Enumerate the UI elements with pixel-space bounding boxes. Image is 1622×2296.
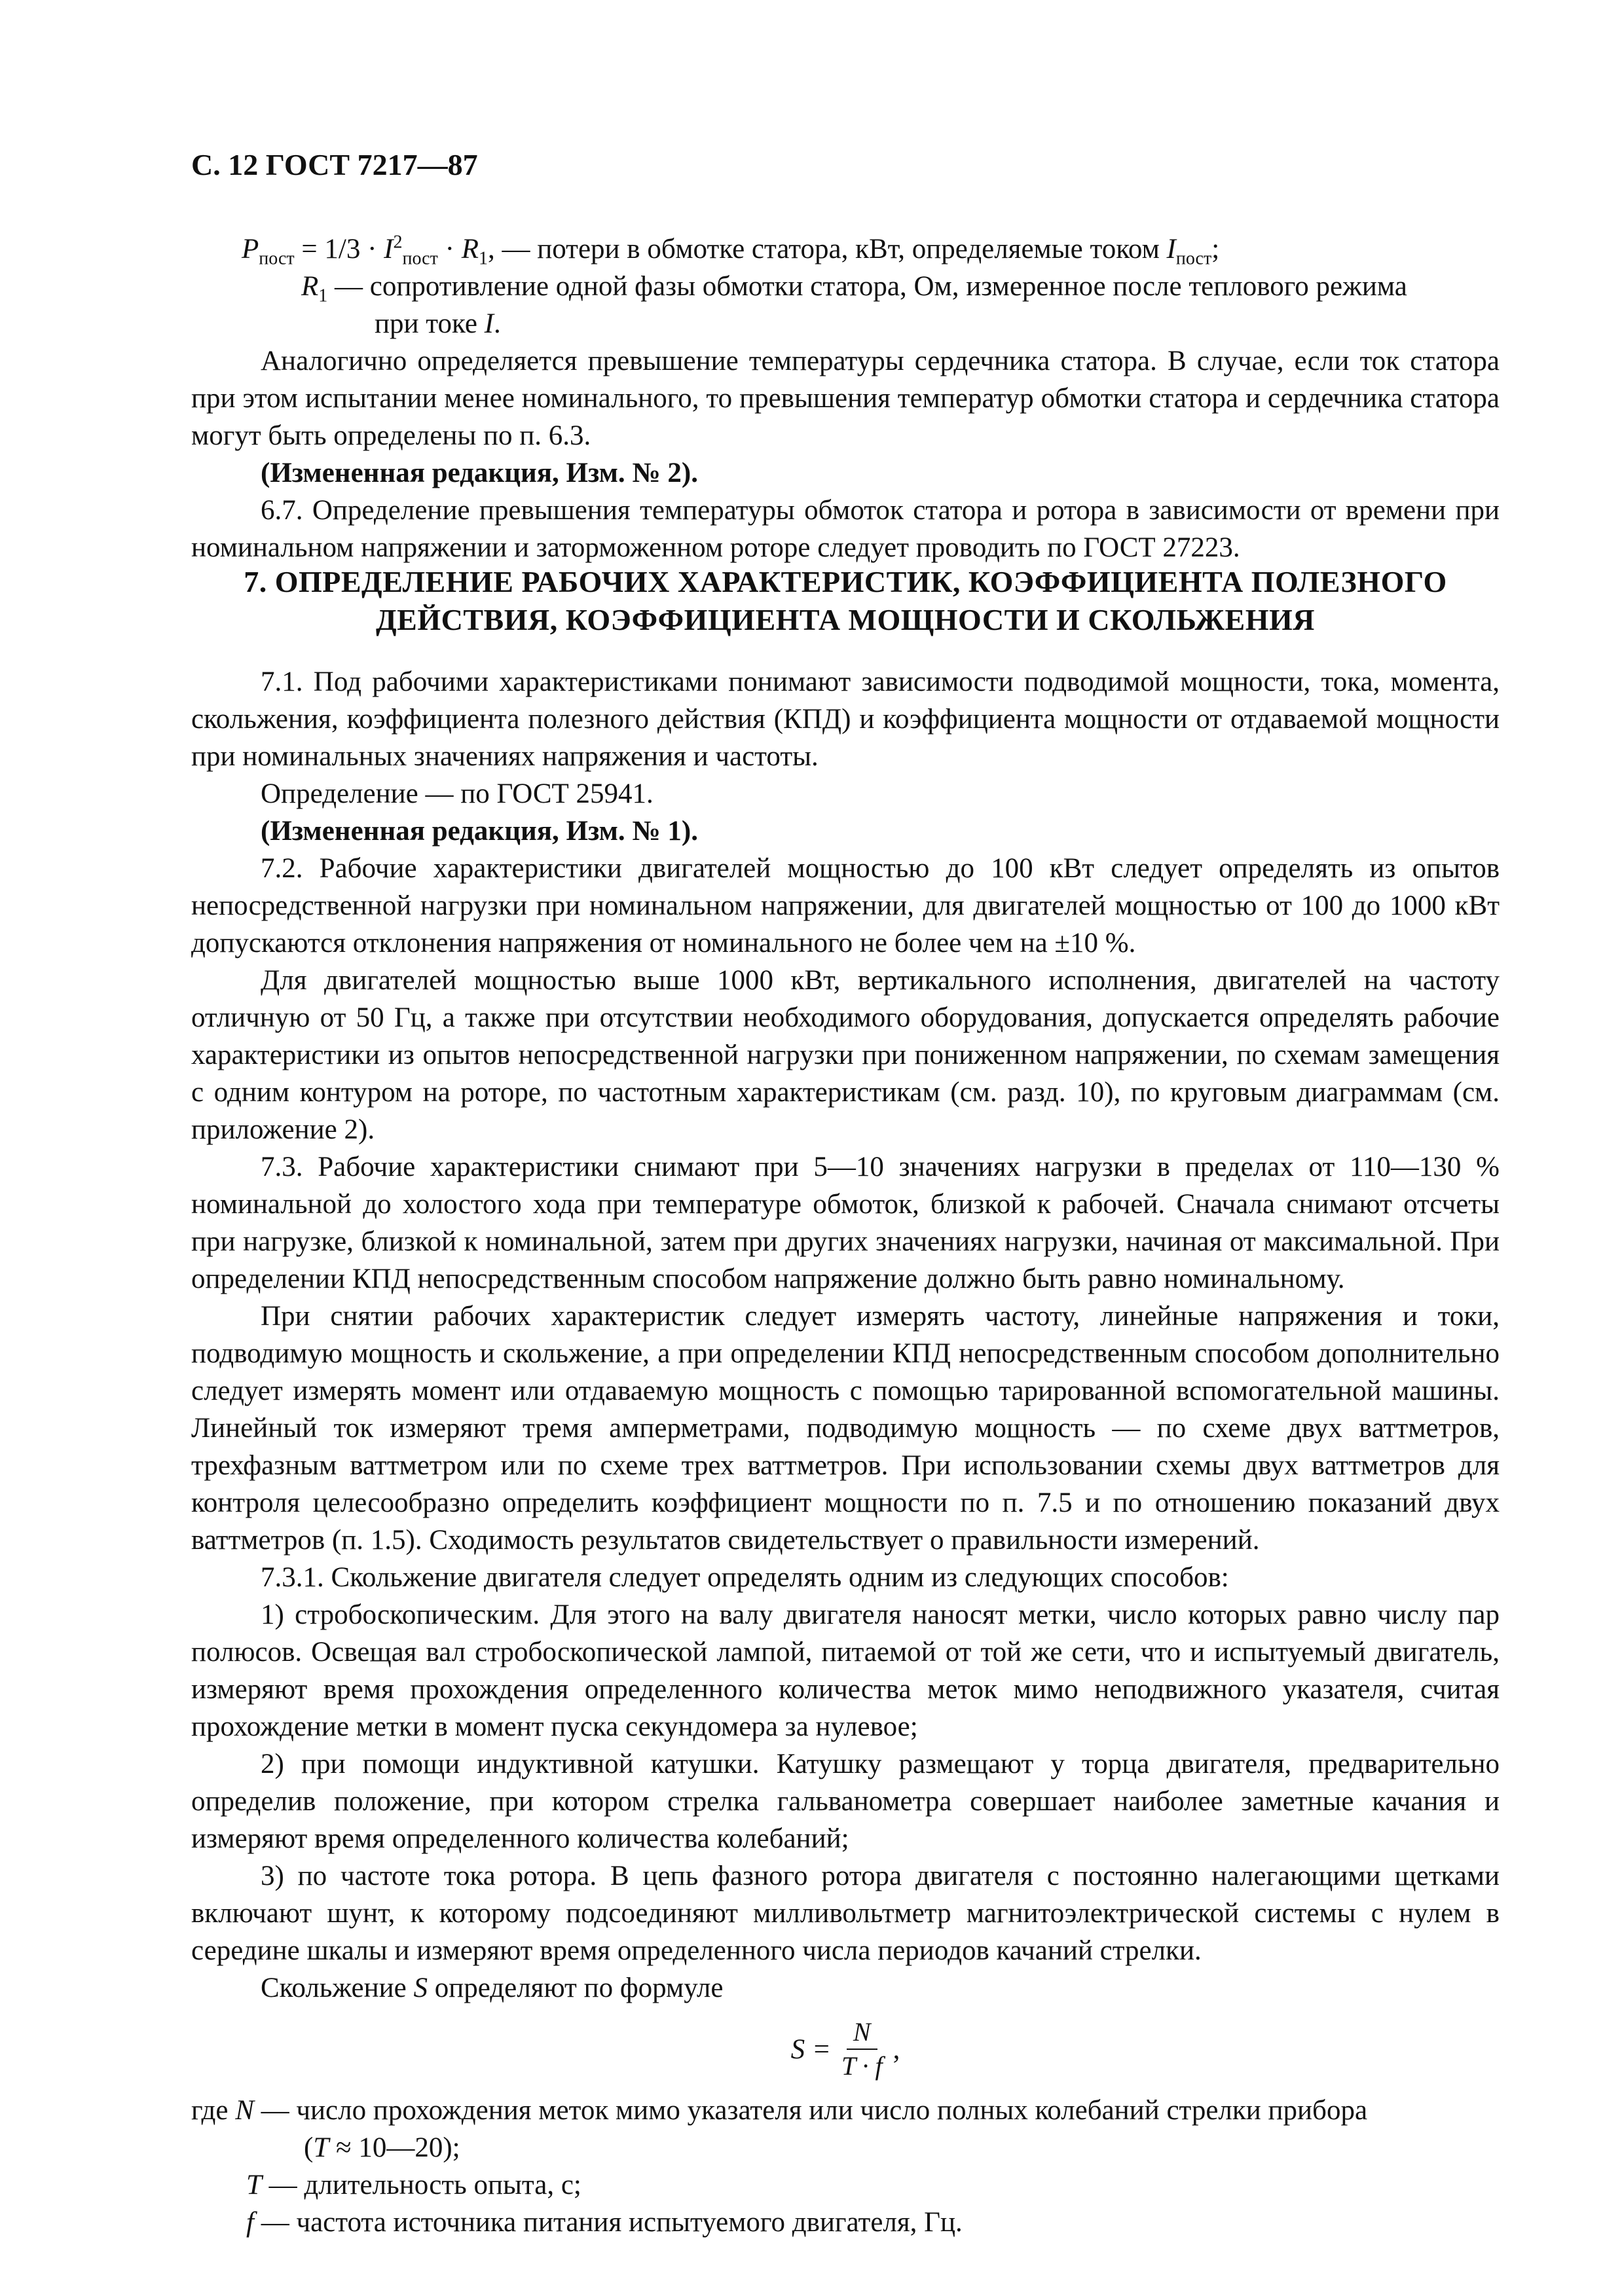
section-title-line: 7. ОПРЕДЕЛЕНИЕ РАБОЧИХ ХАРАКТЕРИСТИК, КОЭФФИЦИЕНТА ПОЛЕЗНОГО [244,565,1447,598]
where-t [191,2166,1500,2204]
equation-part: = 1/3 · [294,234,384,264]
punctuation: ; [1211,234,1220,264]
formula-denominator: T · f [841,2051,883,2081]
definition-text: , — потери в обмотке статора, кВт, определяемые током [487,234,1167,264]
method-item: 3) по частоте тока ротора. В цепь фазного ротора двигателя с постоянно налегающими щетками включают шунт, к которому подсоединяют милливольтметр магнитоэлектрической системы с нулем в середине шкалы и измеряют время определенного числа периодов качаний стрелки. [191,1861,1500,1966]
where-f [191,2204,1500,2241]
text: где [191,2095,236,2126]
section-title-line: ДЕЙСТВИЯ, КОЭФФИЦИЕНТА МОЩНОСТИ И СКОЛЬЖЕНИЯ [376,603,1315,636]
section-title [191,563,1500,639]
symbol-f: f [246,2207,254,2238]
paragraph-7-3: 7.3. Рабочие характеристики снимают при 5—10 значениях нагрузки в пределах от 110—130 % номинальной до холостого хода при температуре обмоток, близкой к рабочей. Сначала снимают отсчеты при нагрузке, близкой к номинальной, затем при других значениях нагрузки, начиная от максимальной. При определении КПД непосредственным способом напряжение должно быть равно номинальному. [191,1152,1500,1294]
symbol-i: I [484,308,494,339]
symbol-i: I [384,234,394,264]
symbol-t: T [246,2170,262,2200]
definition-r1 [191,268,1500,305]
text: — длительность опыта, с; [261,2170,581,2200]
edit-note: (Измененная редакция, Изм. № 1). [261,816,698,847]
text: — число прохождения меток мимо указателя или число полных колебаний стрелки прибора [253,2095,1368,2126]
text: определяют по формуле [427,1973,724,2003]
definition-text: — сопротивление одной фазы обмотки статора, Ом, измеренное после теплового режима [327,271,1407,302]
page-header: С. 12 ГОСТ 7217—87 [191,148,478,181]
definition-r1-continued [191,305,1500,342]
subscript-1: 1 [318,285,328,306]
formula-punctuation: , [893,2033,900,2065]
text: ( [304,2132,314,2163]
superscript-2: 2 [393,232,403,253]
where-n [191,2092,1500,2129]
method-item: 1) стробоскопическим. Для этого на валу двигателя наносят метки, число которых равно числу пар полюсов. Освещая вал стробоскопической лампой, питаемой от той же сети, что и испытуемый двигатель, измеряют время прохождения определенного количества меток мимо неподвижного указателя, считая прохождение метки в момент пуска секундомера за нулевое; [191,1599,1500,1742]
equation-dot: · [437,234,462,264]
formula-lhs: S = [790,2033,831,2065]
slip-formula-intro [191,1969,1500,2007]
paragraph: Для двигателей мощностью выше 1000 кВт, вертикального исполнения, двигателей на частоту отличную от 50 Гц, а также при отсутствии необходимого оборудования, допускается определять рабочие характеристики из опытов непосредственной нагрузки при пониженном напряжении, по схемам замещения с одним контуром на роторе, по частотным характеристикам (см. разд. 10), по круговым диаграммам (см. приложение 2). [191,965,1500,1145]
definition-text: при токе [375,308,485,339]
symbol-r: R [301,271,319,302]
symbol-s: S [413,1973,428,2003]
paragraph-7-2: 7.2. Рабочие характеристики двигателей мощностью до 100 кВт следует определять из опытов непосредственной нагрузки при номинальном напряжении, для двигателей мощностью от 100 до 1000 кВт допускаются отклонения напряжения от номинального не более чем на ±10 %. [191,853,1500,958]
symbol-p: P [242,234,259,264]
subscript-post: пост [259,248,295,269]
section-body [191,663,1500,2241]
subscript-post: пост [402,248,438,269]
top-paragraphs [191,342,1500,566]
text: ≈ 10—20); [329,2132,460,2163]
punctuation: . [493,308,501,339]
subscript-post: пост [1175,248,1212,269]
formula-fraction [835,2016,889,2083]
paragraph-7-3-1: 7.3.1. Скольжение двигателя следует определять одним из следующих способов: [261,1562,1229,1593]
definition-p-post [191,230,1500,268]
text: Скольжение [261,1973,414,2003]
symbol-n: N [235,2095,254,2126]
paragraph: При снятии рабочих характеристик следует измерять частоту, линейные напряжения и токи, подводимую мощность и скольжение, а при определении КПД непосредственным способом дополнительно следует измерять момент или отдаваемую мощность с помощью тарированной вспомогательной машины. Линейный ток измеряют тремя амперметрами, подводимую мощность — по схеме двух ваттметров, трехфазным ваттметром или по схеме трех ваттметров. При использовании схемы двух ваттметров для контроля целесообразно определить коэффициент мощности по п. 7.5 и по отношению показаний двух ваттметров (п. 1.5). Сходимость результатов свидетельствует о правильности измерений. [191,1301,1500,1556]
definition-reference: Определение — по ГОСТ 25941. [261,778,654,809]
paragraph-7-1: 7.1. Под рабочими характеристиками понимают зависимости подводимой мощности, тока, момента, скольжения, коэффициента полезного действия (КПД) и коэффициента мощности от отдаваемой мощности при номинальных значениях напряжения и частоты. [191,666,1500,772]
paragraph-6-7: 6.7. Определение превышения температуры обмоток статора и ротора в зависимости от времени при номинальном напряжении и заторможенном роторе следует проводить по ГОСТ 27223. [191,495,1500,563]
slip-formula [191,2007,1500,2092]
edit-note: (Измененная редакция, Изм. № 2). [261,458,698,488]
paragraph: Аналогично определяется превышение температуры сердечника статора. В случае, если ток статора при этом испытании менее номинального, то превышения температур обмотки статора и сердечника статора могут быть определены по п. 6.3. [191,346,1500,451]
subscript-1: 1 [478,248,488,269]
text: — частота источника питания испытуемого двигателя, Гц. [253,2207,963,2238]
formula-numerator: N [847,2016,877,2050]
symbol-t: T [313,2132,329,2163]
symbol-r: R [461,234,479,264]
method-item: 2) при помощи индуктивной катушки. Катушку размещают у торца двигателя, предварительно определив положение, при котором стрелка гальванометра совершает наиболее заметные качания и измеряют время определенного количества колебаний; [191,1749,1500,1854]
where-n-continued [191,2129,1500,2166]
symbol-i: I [1166,234,1176,264]
